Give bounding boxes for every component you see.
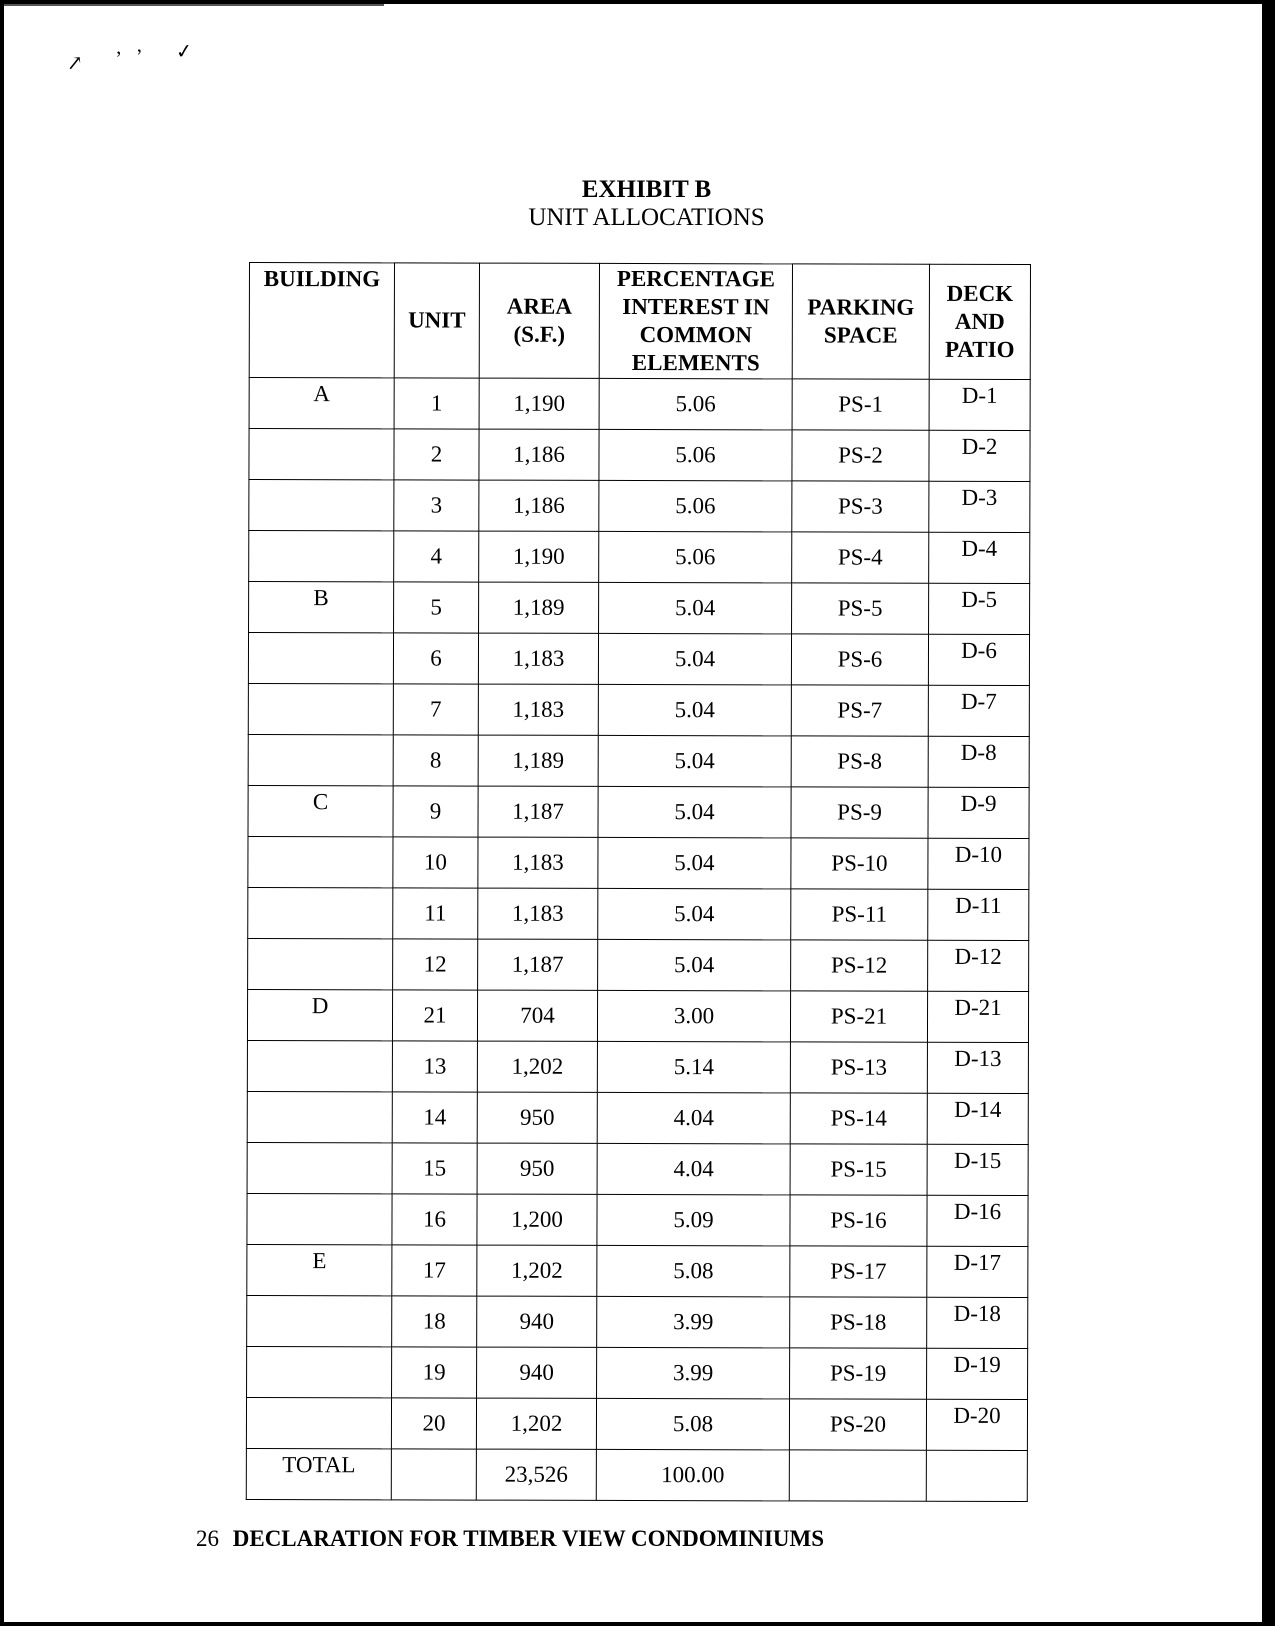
total-row [246, 1448, 1027, 1501]
cell-percentage: 5.06 [599, 480, 792, 532]
exhibit-subtitle: UNIT ALLOCATIONS [528, 204, 765, 231]
cell-building [247, 1040, 392, 1091]
cell-deck-patio: D-18 [927, 1297, 1028, 1348]
cell-unit: 20 [391, 1398, 476, 1449]
cell-percentage: 3.99 [597, 1347, 790, 1399]
column-header-parking-space [792, 264, 929, 379]
cell-percentage: 5.06 [599, 531, 792, 583]
cell-area: 1,190 [479, 531, 599, 582]
page-footer [196, 1526, 824, 1552]
cell-unit: 14 [392, 1092, 477, 1143]
cell-building: B [249, 582, 394, 633]
cell-area: 940 [477, 1347, 597, 1398]
cell-percentage: 5.04 [598, 837, 791, 889]
cell-deck-patio: D-4 [929, 532, 1030, 583]
cell-unit: 4 [394, 531, 479, 582]
cell-building [248, 633, 393, 684]
total-parking-space [789, 1450, 926, 1501]
cell-parking-space: PS-2 [792, 430, 929, 481]
header-line: (S.F.) [513, 321, 566, 347]
column-header-building [249, 263, 394, 378]
cell-percentage: 5.04 [598, 939, 791, 991]
cell-parking-space: PS-15 [790, 1144, 927, 1195]
header-line: PARKING [807, 294, 915, 320]
column-header-percentage-interest [599, 263, 792, 379]
header-line: INTEREST IN [622, 293, 770, 320]
total-area: 23,526 [476, 1449, 596, 1500]
cell-building [247, 1346, 392, 1397]
column-header-deck-and-patio [929, 264, 1030, 379]
table-row [249, 480, 1030, 533]
cell-deck-patio: D-14 [927, 1093, 1028, 1144]
cell-deck-patio: D-5 [929, 583, 1030, 634]
cell-area: 1,190 [479, 378, 599, 429]
cell-area: 940 [477, 1296, 597, 1347]
table-row [249, 582, 1030, 635]
cell-deck-patio: D-2 [929, 430, 1030, 481]
total-deck-patio [926, 1450, 1027, 1501]
cell-unit: 12 [393, 939, 478, 990]
cell-unit: 3 [394, 480, 479, 531]
cell-building [248, 683, 393, 734]
cell-parking-space: PS-6 [791, 634, 928, 685]
cell-deck-patio: D-19 [927, 1348, 1028, 1399]
total-building: TOTAL [246, 1448, 391, 1499]
cell-unit: 7 [393, 684, 478, 735]
cell-area: 1,183 [478, 633, 598, 684]
cell-area: 950 [477, 1143, 597, 1194]
cell-area: 1,183 [478, 684, 598, 735]
unit-allocations-table [246, 262, 1031, 1502]
cell-unit: 18 [392, 1296, 477, 1347]
document-page [4, 4, 1262, 1622]
cell-building [248, 887, 393, 938]
table-row [249, 378, 1030, 431]
cell-deck-patio: D-13 [927, 1042, 1028, 1093]
cell-building [248, 938, 393, 989]
cell-area: 1,202 [477, 1041, 597, 1092]
column-header-area [479, 263, 599, 378]
cell-parking-space: PS-1 [792, 379, 929, 430]
cell-building [249, 429, 394, 480]
header-line: PERCENTAGE [616, 265, 776, 292]
cell-percentage: 5.08 [597, 1245, 790, 1297]
cell-area: 1,183 [478, 888, 598, 939]
cell-percentage: 5.04 [599, 582, 792, 634]
table-header-row [249, 263, 1030, 380]
cell-deck-patio: D-12 [928, 940, 1029, 991]
cell-area: 1,186 [479, 480, 599, 531]
table-row [248, 887, 1029, 940]
cell-unit: 8 [393, 735, 478, 786]
table-row [249, 531, 1030, 584]
cell-deck-patio: D-15 [927, 1144, 1028, 1195]
table-row [248, 683, 1029, 736]
cell-parking-space: PS-7 [791, 685, 928, 736]
cell-parking-space: PS-9 [791, 787, 928, 838]
cell-unit: 6 [393, 633, 478, 684]
cell-unit: 5 [394, 582, 479, 633]
cell-deck-patio: D-16 [927, 1195, 1028, 1246]
cell-deck-patio: D-20 [926, 1399, 1027, 1450]
cell-unit: 13 [392, 1041, 477, 1092]
cell-parking-space: PS-11 [791, 889, 928, 940]
table-row [249, 429, 1030, 482]
header-line: PATIO [945, 336, 1015, 363]
cell-percentage: 4.04 [597, 1143, 790, 1195]
cell-building [247, 1142, 392, 1193]
cell-parking-space: PS-3 [792, 481, 929, 532]
cell-building: E [247, 1244, 392, 1295]
cell-unit: 19 [392, 1347, 477, 1398]
total-percentage: 100.00 [596, 1449, 789, 1501]
cell-deck-patio: D-7 [928, 685, 1029, 736]
cell-area: 1,187 [478, 786, 598, 837]
table-row [248, 633, 1029, 686]
table-row [247, 1040, 1028, 1093]
cell-unit: 11 [393, 888, 478, 939]
header-line: BUILDING [263, 266, 381, 292]
cell-percentage: 5.04 [598, 735, 791, 787]
cell-building [248, 836, 393, 887]
cell-percentage: 5.06 [599, 429, 792, 481]
cell-parking-space: PS-4 [792, 532, 929, 583]
total-unit [391, 1449, 476, 1500]
cell-building: A [249, 378, 394, 429]
cell-area: 1,183 [478, 837, 598, 888]
cell-percentage: 5.04 [598, 684, 791, 736]
page-number: 26 [196, 1526, 219, 1551]
cell-percentage: 5.08 [596, 1398, 789, 1450]
cell-percentage: 5.04 [598, 888, 791, 940]
cell-deck-patio: D-17 [927, 1246, 1028, 1297]
cell-parking-space: PS-5 [792, 583, 929, 634]
cell-deck-patio: D-8 [928, 736, 1029, 787]
cell-parking-space: PS-21 [790, 991, 927, 1042]
cell-parking-space: PS-19 [790, 1348, 927, 1399]
cell-unit: 16 [392, 1194, 477, 1245]
header-line: DECK [946, 280, 1014, 307]
cell-percentage: 5.04 [598, 633, 791, 685]
cell-area: 1,202 [477, 1245, 597, 1296]
cell-building: D [247, 989, 392, 1040]
table-row [246, 1397, 1027, 1450]
cell-percentage: 5.14 [597, 1041, 790, 1093]
table-row [248, 938, 1029, 991]
header-line: AND [954, 308, 1005, 334]
cell-percentage: 5.06 [599, 378, 792, 430]
table-row [248, 785, 1029, 838]
cell-unit: 15 [392, 1143, 477, 1194]
column-header-unit [394, 263, 479, 378]
cell-building [249, 480, 394, 531]
cell-building [247, 1091, 392, 1142]
cell-percentage: 4.04 [597, 1092, 790, 1144]
cell-unit: 21 [392, 990, 477, 1041]
cell-building [247, 1193, 392, 1244]
cell-area: 1,187 [478, 939, 598, 990]
cell-deck-patio: D-11 [928, 889, 1029, 940]
cell-parking-space: PS-10 [791, 838, 928, 889]
cell-parking-space: PS-12 [791, 940, 928, 991]
cell-percentage: 3.99 [597, 1296, 790, 1348]
header-line: SPACE [823, 322, 898, 348]
cell-building [246, 1397, 391, 1448]
document-title: DECLARATION FOR TIMBER VIEW CONDOMINIUMS [232, 1526, 825, 1551]
table-row [247, 1091, 1028, 1144]
cell-building [247, 1295, 392, 1346]
header-line: ELEMENTS [631, 350, 760, 376]
cell-unit: 1 [394, 378, 479, 429]
cell-percentage: 3.00 [597, 990, 790, 1042]
cell-area: 1,186 [479, 429, 599, 480]
cell-area: 1,189 [479, 582, 599, 633]
table-row [247, 1346, 1028, 1399]
cell-building [249, 531, 394, 582]
cell-area: 1,189 [478, 735, 598, 786]
cell-deck-patio: D-1 [929, 379, 1030, 430]
cell-building: C [248, 785, 393, 836]
table-row [247, 1142, 1028, 1195]
scan-edge-line [4, 4, 384, 6]
cell-unit: 10 [393, 837, 478, 888]
table-row [248, 836, 1029, 889]
cell-unit: 2 [394, 429, 479, 480]
cell-parking-space: PS-13 [790, 1042, 927, 1093]
cell-parking-space: PS-16 [790, 1195, 927, 1246]
cell-percentage: 5.09 [597, 1194, 790, 1246]
cell-deck-patio: D-9 [928, 787, 1029, 838]
cell-parking-space: PS-20 [789, 1399, 926, 1450]
table-row [248, 734, 1029, 787]
cell-unit: 17 [392, 1245, 477, 1296]
cell-area: 1,202 [476, 1398, 596, 1449]
header-line: UNIT [408, 307, 466, 333]
stray-handwritten-marks: ↗ ʼʼ ✓ [65, 38, 208, 76]
cell-area: 704 [477, 990, 597, 1041]
table-row [247, 1244, 1028, 1297]
table-row [247, 1295, 1028, 1348]
cell-area: 1,200 [477, 1194, 597, 1245]
cell-unit: 9 [393, 786, 478, 837]
header-line: AREA [506, 293, 572, 319]
cell-building [248, 734, 393, 785]
exhibit-title: EXHIBIT B [581, 176, 712, 203]
cell-parking-space: PS-17 [790, 1246, 927, 1297]
cell-deck-patio: D-21 [927, 991, 1028, 1042]
cell-deck-patio: D-10 [928, 838, 1029, 889]
header-line: COMMON [639, 322, 753, 348]
cell-percentage: 5.04 [598, 786, 791, 838]
table-row [247, 1193, 1028, 1246]
cell-deck-patio: D-6 [928, 634, 1029, 685]
table-row [247, 989, 1028, 1042]
cell-parking-space: PS-8 [791, 736, 928, 787]
cell-deck-patio: D-3 [929, 481, 1030, 532]
cell-parking-space: PS-18 [790, 1297, 927, 1348]
cell-area: 950 [477, 1092, 597, 1143]
cell-parking-space: PS-14 [790, 1093, 927, 1144]
